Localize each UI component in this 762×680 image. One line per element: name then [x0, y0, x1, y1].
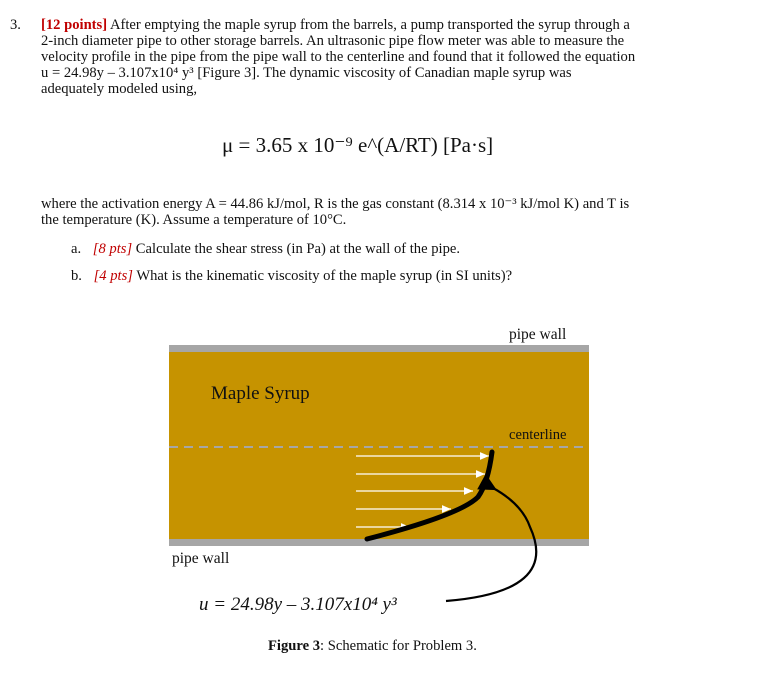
figure-caption: Figure 3: Schematic for Problem 3. — [268, 638, 477, 654]
problem-number: 3. — [10, 17, 21, 33]
maple-syrup-label: Maple Syrup — [211, 383, 310, 404]
problem-line-3: velocity profile in the pipe from the pipe wall to the centerline and found that it followed the equation — [41, 49, 636, 65]
profile-equation: u = 24.98y – 3.107x10⁴ y³ — [199, 594, 397, 615]
problem-line-2: 2-inch diameter pipe to other storage barrels. An ultrasonic pipe flow meter was able to measure the — [41, 33, 625, 49]
problem-line-4: u = 24.98y – 3.107x10⁴ y³ [Figure 3]. The dynamic viscosity of Canadian maple syrup was — [41, 65, 572, 81]
pipe-wall-top-label: pipe wall — [509, 326, 567, 343]
problem-line-1: [12 points] After emptying the maple syrup from the barrels, a pump transported the syrup through a — [41, 17, 630, 33]
part-b: b. [4 pts] What is the kinematic viscosity of the maple syrup (in SI units)? — [71, 268, 513, 284]
where-line-2: the temperature (K). Assume a temperature of 10°C. — [41, 212, 347, 228]
part-a: a. [8 pts] Calculate the shear stress (in Pa) at the wall of the pipe. — [71, 241, 460, 257]
problem-line-5: adequately modeled using, — [41, 81, 198, 97]
viscosity-formula: μ = 3.65 x 10⁻⁹ e^(A/RT) [Pa·s] — [222, 133, 494, 157]
pipe-wall-top — [169, 345, 589, 352]
centerline-label: centerline — [509, 427, 567, 443]
pipe-wall-bottom — [169, 539, 589, 546]
syrup-region — [169, 352, 589, 539]
points-badge: [12 points] — [41, 17, 108, 33]
pipe-wall-bottom-label: pipe wall — [172, 550, 230, 567]
where-line-1: where the activation energy A = 44.86 kJ/mol, R is the gas constant (8.314 x 10⁻³ kJ/mol K) and T is — [41, 196, 630, 212]
